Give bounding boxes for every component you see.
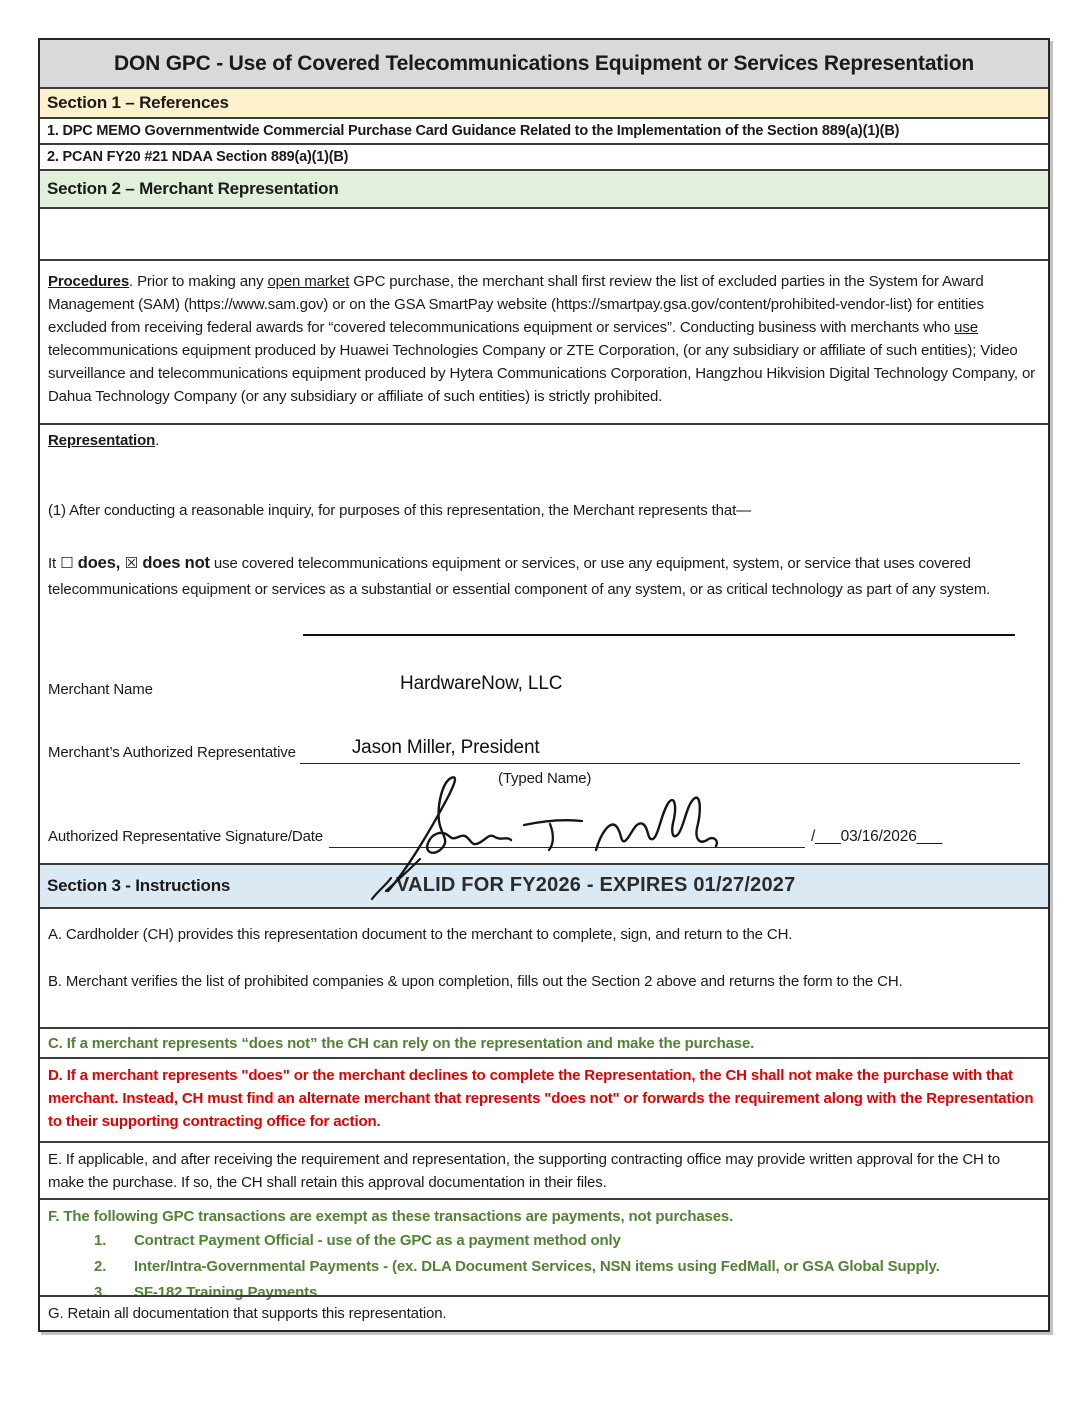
does-not-label: does not [137, 554, 210, 572]
representation-cell [40, 423, 1048, 863]
validity-stamp: VALID FOR FY2026 - EXPIRES 01/27/2027 [396, 874, 796, 896]
instruction-b: B. Merchant verifies the list of prohibited companies & upon completion, fills out the Section 2 above and returns the form to the CH. [48, 973, 903, 990]
exempt-item-1-text: Contract Payment Official - use of the GPC as a payment method only [134, 1232, 621, 1249]
exempt-item-2 [48, 1254, 1038, 1280]
form-title: DON GPC - Use of Covered Telecommunications Equipment or Services Representation [40, 40, 1048, 87]
procedures-text-1: . Prior to making any [129, 273, 268, 290]
exempt-item-2-num: 2. [94, 1258, 107, 1275]
section3-header-row [40, 863, 1048, 907]
exempt-item-1-num: 1. [94, 1232, 107, 1249]
representation-form [38, 38, 1050, 1332]
procedures-underlined-open-market: open market [267, 273, 350, 290]
blank-row [40, 207, 1048, 259]
does-checkbox-unchecked[interactable]: ☐ [60, 555, 74, 572]
exempt-item-3-num: 3. [94, 1284, 107, 1301]
procedures-text-3: telecommunications equipment produced by Huawei Technologies Company or ZTE Corporation, (or any subsidiary or affiliate of such entities); Video surveillance and telecommunications equipment produced by Hytera Communications Corporation, Hangzhou Hikvision Digital Technology Company, or Dahua Technology Company (or any subsidiary or affiliate of such entities) is strictly prohibited. [48, 342, 1035, 405]
representation-heading-period: . [155, 432, 160, 449]
blank-signature-line[interactable] [303, 634, 1015, 636]
signature-fill-line[interactable] [329, 817, 805, 848]
merchant-name-label: Merchant Name [48, 681, 153, 698]
section2-header: Section 2 – Merchant Representation [40, 169, 1048, 207]
procedures-label: Procedures [48, 273, 130, 290]
reference-item-1: 1. DPC MEMO Governmentwide Commercial Purchase Card Guidance Related to the Implementation of the Section 889(a)(1)(B) [40, 117, 1048, 143]
exempt-item-3-text: SF-182 Training Payments [134, 1284, 318, 1301]
it-prefix: It [48, 555, 61, 572]
procedures-paragraph [40, 259, 1048, 423]
instruction-e: E. If applicable, and after receiving the requirement and representation, the supporting contracting office may provide written approval for the CH to make the purchase. If so, the CH shall retain this approval documentation in their files. [40, 1141, 1048, 1198]
representative-fill-line[interactable] [300, 729, 1020, 764]
authorized-representative-row [48, 728, 1038, 764]
instruction-f [40, 1198, 1048, 1301]
instructions-a-b [40, 907, 1048, 1027]
section3-header: Section 3 - Instructions [47, 876, 231, 895]
typed-name-caption: (Typed Name) [498, 770, 592, 787]
representation-clause-2 [48, 550, 1038, 603]
representation-heading [48, 429, 1038, 452]
does-not-checkbox-checked[interactable]: ☒ [124, 555, 138, 572]
representative-value[interactable]: Jason Miller, President [351, 737, 540, 758]
exempt-item-2-text: Inter/Intra-Governmental Payments - (ex. DLA Document Services, NSN items using FedMall, or GSA Global Supply. [134, 1258, 940, 1275]
reference-item-2: 2. PCAN FY20 #21 NDAA Section 889(a)(1)(B) [40, 143, 1048, 169]
representation-clause-2-rest: use covered telecommunications equipment or services, or use any equipment, system, or service that uses covered telecommunications equipment or services as a substantial or essential component of any system, or as critical technology as part of any system. [48, 555, 991, 598]
procedures-text-2: GPC purchase, the merchant shall first review the list of excluded parties in the System for Award Management (SAM) (https://www.sam.gov) or on the GSA SmartPay website (https://smartpay.gsa.gov/content/prohibited-vendor-list) for entities excluded from receiving federal awards for “covered telecommunications equipment or services”. Conducting business with merchants who [48, 273, 984, 336]
date-value[interactable]: 03/16/2026 [840, 828, 917, 845]
instruction-c: C. If a merchant represents “does not” the CH can rely on the representation and make the purchase. [40, 1027, 1048, 1057]
signature-date-row [48, 814, 1038, 848]
instruction-f-lead: F. The following GPC transactions are exempt as these transactions are payments, not purchases. [48, 1208, 734, 1225]
section1-header: Section 1 – References [40, 87, 1048, 117]
procedures-underlined-use: use [954, 319, 978, 336]
instruction-a: A. Cardholder (CH) provides this representation document to the merchant to complete, sign, and return to the CH. [48, 926, 793, 943]
exempt-item-1 [48, 1228, 1038, 1254]
representation-heading-text: Representation [48, 432, 156, 449]
instruction-d: D. If a merchant represents "does" or the merchant declines to complete the Representation, the CH shall not make the purchase with that merchant. Instead, CH must find an alternate merchant that represents "does not" or forwards the requirement along with the Representation to their supporting contracting office for action. [40, 1057, 1048, 1141]
instruction-g: G. Retain all documentation that supports this representation. [40, 1295, 1048, 1330]
representation-clause-1: (1) After conducting a reasonable inquiry, for purposes of this representation, the Merchant represents that— [48, 502, 751, 519]
signature-label: Authorized Representative Signature/Date [48, 828, 324, 845]
does-label: does, [73, 554, 125, 572]
representative-label: Merchant’s Authorized Representative [48, 744, 296, 761]
date-trailing-underscores: ___ [916, 828, 943, 845]
date-separator: /___ [811, 828, 841, 845]
merchant-name-row [48, 673, 1038, 702]
signature-date [805, 825, 942, 848]
merchant-name-value[interactable]: HardwareNow, LLC [400, 673, 563, 694]
